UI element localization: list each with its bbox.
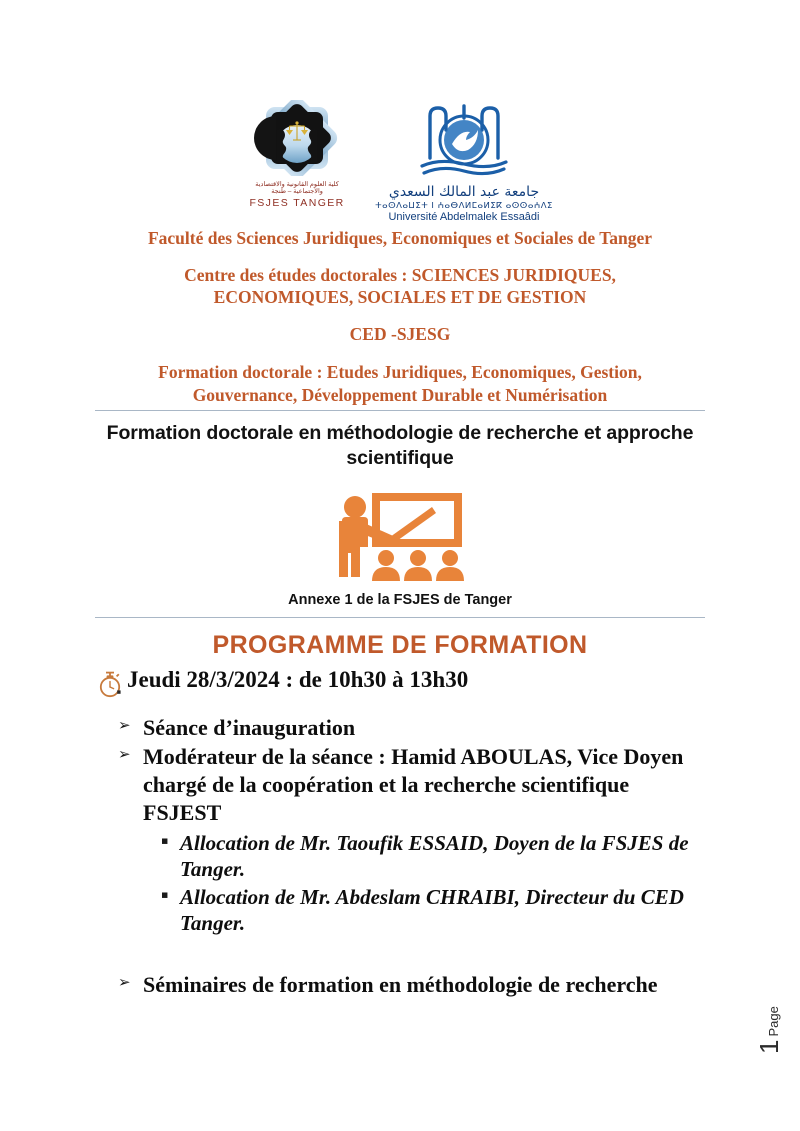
- annexe-label: Annexe 1 de la FSJES de Tanger: [288, 592, 512, 608]
- header-doctoral-training-line1: Formation doctorale : Etudes Juridiques, Economiques, Gestion,: [158, 362, 642, 383]
- fsjes-tanger-logo: [247, 100, 347, 181]
- fsjes-caption-latin: FSJES TANGER: [249, 196, 345, 209]
- fsjes-logo-caption: [249, 181, 344, 209]
- list-item-label: Séance d’inauguration: [143, 715, 356, 740]
- training-classroom-icon: [320, 485, 490, 585]
- divider-bottom: [95, 617, 705, 618]
- header-ced-code: CED -SJESG: [349, 324, 451, 345]
- fsjes-logo-block: [247, 100, 347, 209]
- square-bullet-icon: ▪: [161, 833, 169, 847]
- list-item-label: Allocation de Mr. Abdeslam CHRAIBI, Directeur du CED Tanger.: [180, 884, 684, 935]
- header-doctoral-center-line2: ECONOMIQUES, SOCIALES ET DE GESTION: [213, 286, 587, 307]
- university-logo-caption: [375, 184, 553, 224]
- header-faculty-line: Faculté des Sciences Juridiques, Economiques et Sociales de Tanger: [147, 228, 653, 248]
- header-doctoral-center-line1: Centre des études doctorales : SCIENCES JURIDIQUES,: [184, 264, 616, 285]
- university-caption-tifinagh: ⵜⴰⵙⴷⴰⵡⵉⵜ ⵏ ⵄⴰⴱⴷⵍⵎⴰⵍⵉⴽ ⴰⵙⵙⴰⵄⴷⵉ: [375, 200, 553, 211]
- logo-band: [0, 100, 800, 225]
- universite-abdelmalek-essaadi-logo: [404, 100, 524, 183]
- page-number-value: 1: [754, 1039, 784, 1054]
- arrow-bullet-icon: ➢: [118, 716, 131, 734]
- page-number: [754, 962, 788, 1054]
- session-date-text: Jeudi 28/3/2024 : de 10h30 à 13h30: [127, 667, 469, 692]
- university-caption-arabic: جامعة عبد المالك السعدي: [388, 184, 540, 200]
- list-item-label: Modérateur de la séance : Hamid ABOULAS, Vice Doyen chargé de la coopération et la recherche scientifique FSJEST: [143, 744, 684, 826]
- divider-top: [95, 410, 705, 411]
- university-logo-block: [375, 100, 553, 224]
- list-item-label: Allocation de Mr. Taoufik ESSAID, Doyen de la FSJES de Tanger.: [180, 830, 689, 882]
- institution-header: [95, 230, 705, 406]
- header-doctoral-training: [95, 361, 705, 406]
- page-number-label: Page: [766, 1006, 781, 1037]
- list-item: [118, 743, 718, 827]
- header-doctoral-center: [95, 264, 705, 309]
- page-number-inner: [754, 962, 788, 1054]
- list-item-label: Séminaires de formation en méthodologie de recherche: [143, 972, 658, 998]
- square-bullet-icon: ▪: [161, 887, 169, 901]
- header-doctoral-training-line2: Gouvernance, Développement Durable et Numérisation: [192, 384, 608, 405]
- arrow-bullet-icon: ➢: [118, 973, 131, 992]
- list-item: [118, 714, 718, 742]
- list-item: [161, 884, 718, 937]
- page-title: Formation doctorale en méthodologie de recherche et approche scientifique: [106, 422, 694, 470]
- arrow-bullet-icon: ➢: [118, 745, 131, 764]
- list-item: [118, 971, 718, 999]
- fsjes-caption-arabic-line2: والاجتماعية – طنجة: [271, 188, 323, 196]
- list-spacer: [118, 937, 718, 971]
- programme-items-list: [118, 714, 718, 1001]
- session-date-line: [97, 667, 468, 697]
- fsjes-caption-arabic-line1: كلية العلوم القانونية والاقتصادية: [255, 181, 339, 188]
- university-caption-latin: Université Abdelmalek Essaâdi: [388, 210, 540, 223]
- stopwatch-icon: [97, 669, 123, 699]
- programme-subitems-list: [161, 830, 718, 937]
- programme-title: PROGRAMME DE FORMATION: [212, 631, 588, 659]
- list-item: [161, 830, 718, 883]
